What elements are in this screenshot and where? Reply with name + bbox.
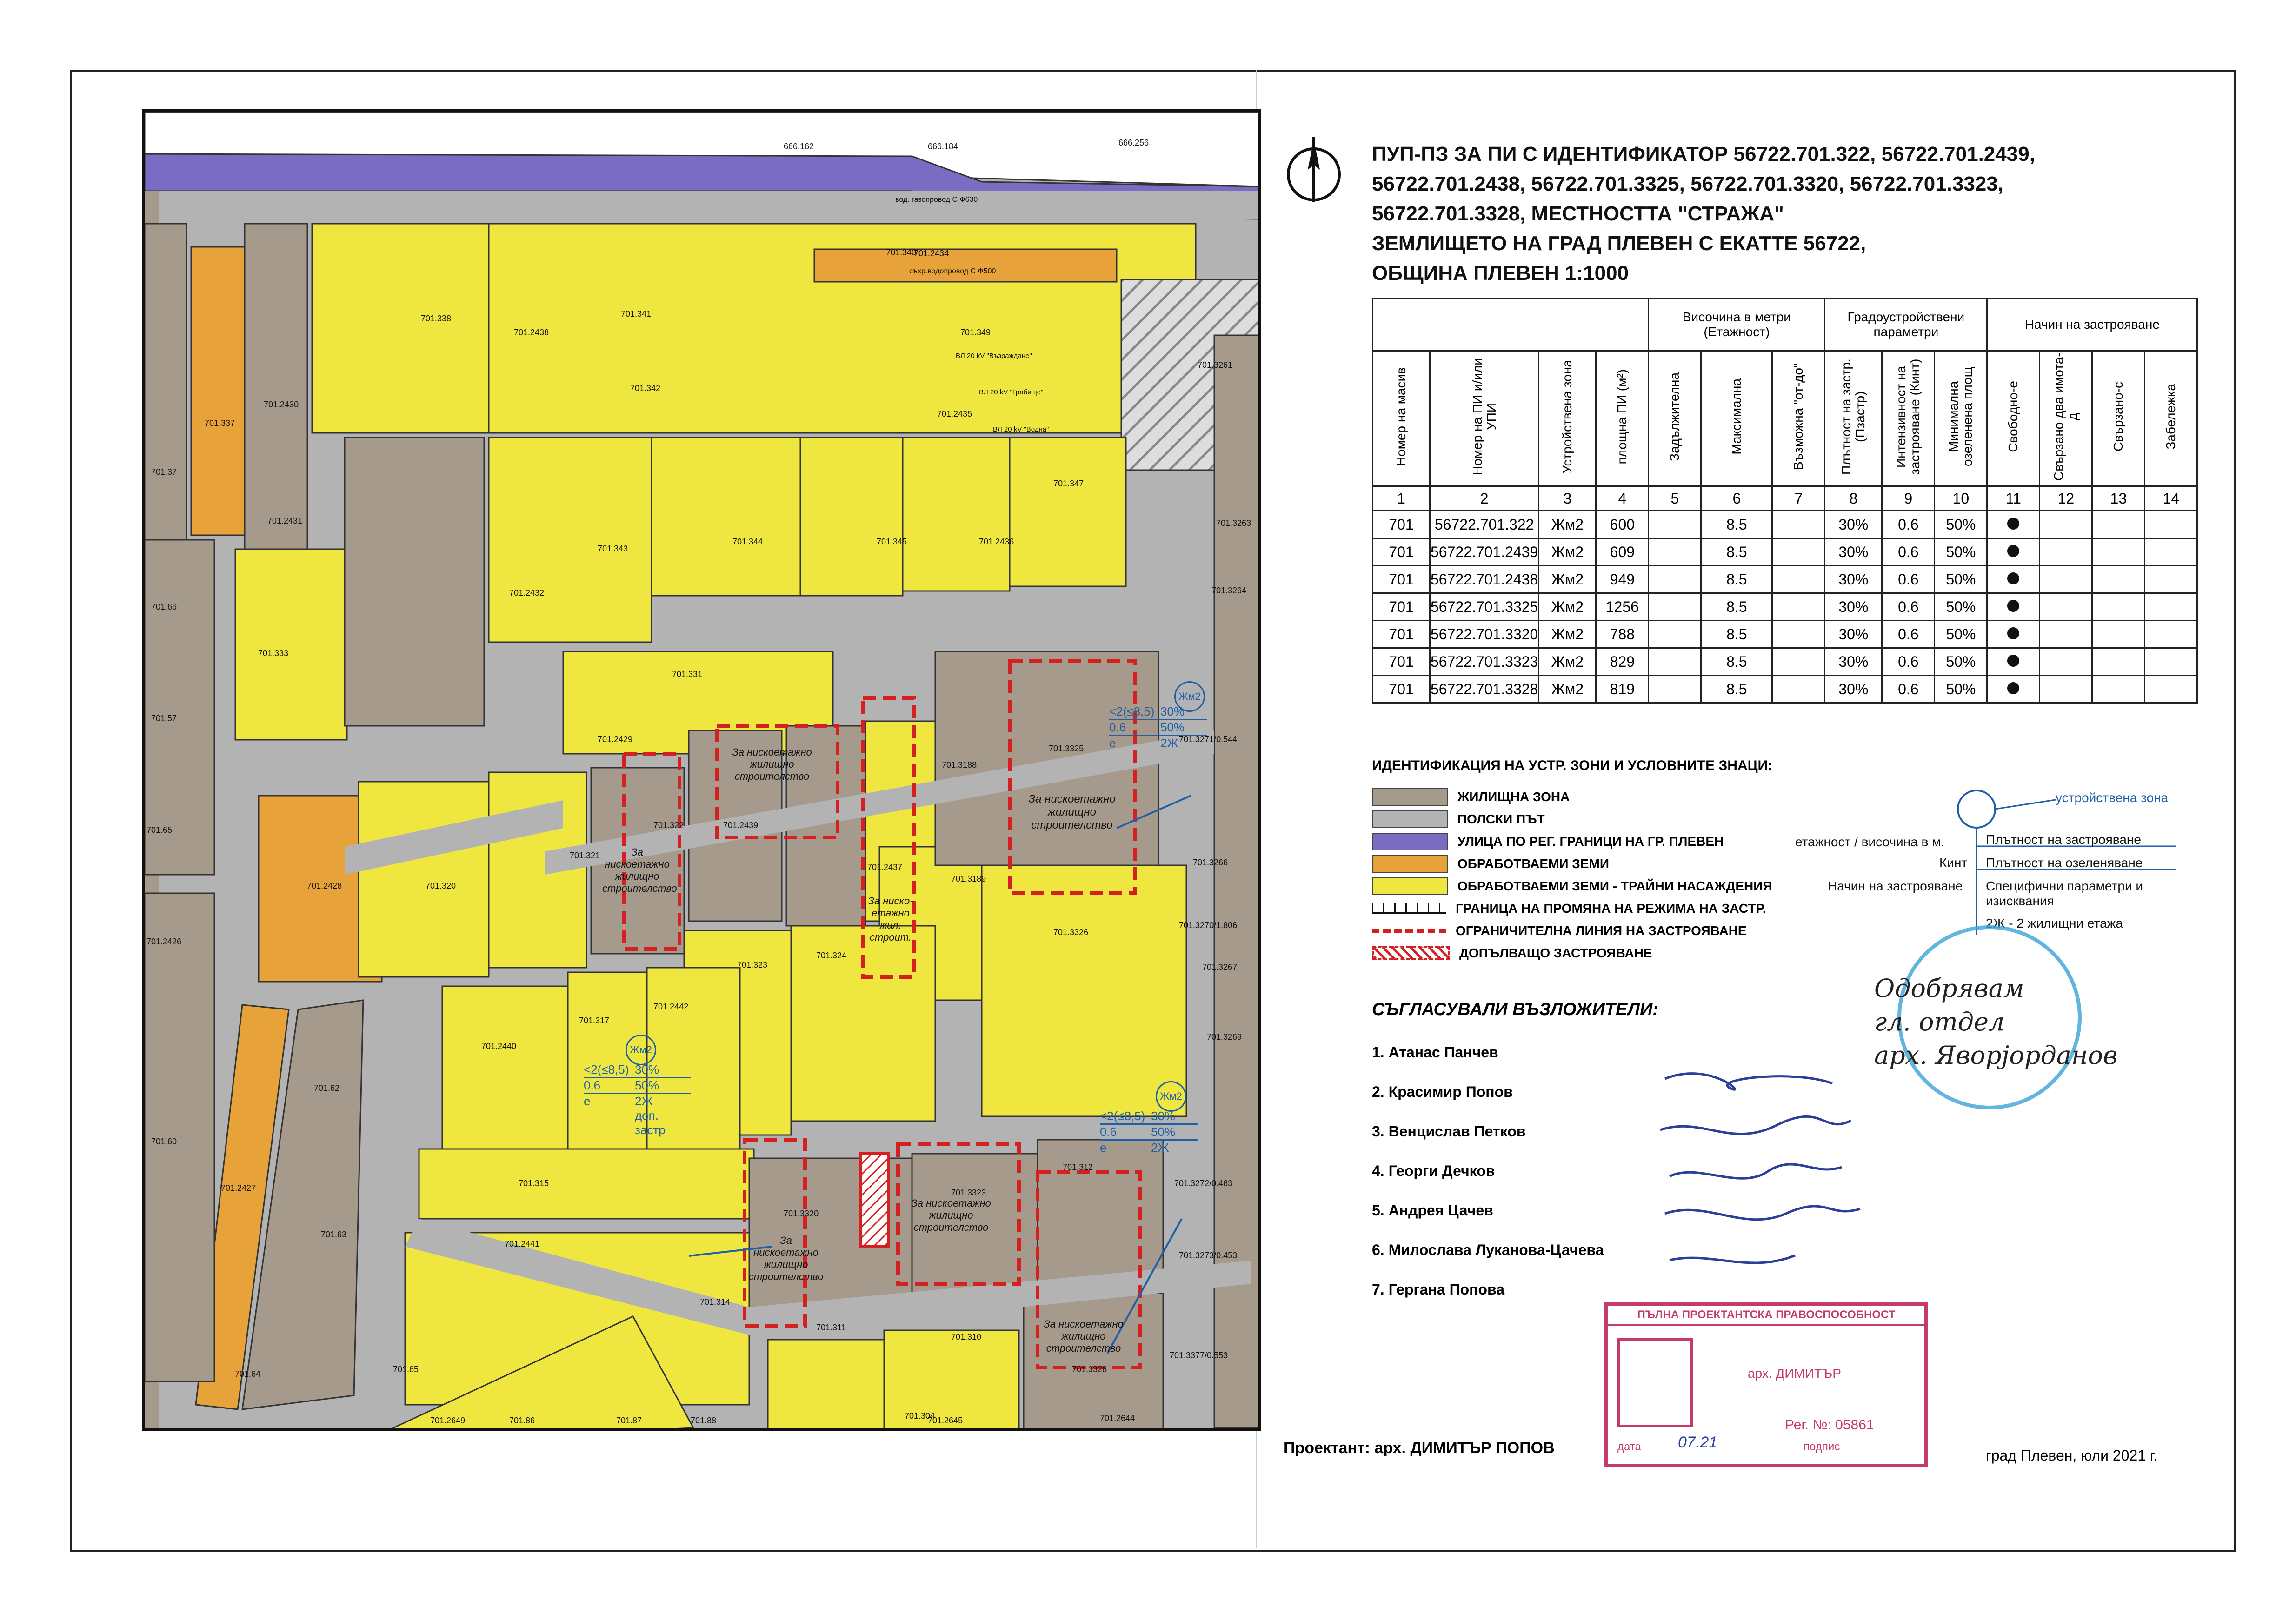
callout-green-label: Плътност на озеленяване <box>1986 856 2143 870</box>
place-date: град Плевен, юли 2021 г. <box>1986 1447 2158 1464</box>
parcel-label: 701.2430 <box>264 400 299 409</box>
green-value: 50% <box>635 1078 659 1092</box>
legend-label: ОГРАНИЧИТЕЛНА ЛИНИЯ НА ЗАСТРОЯВАНЕ <box>1456 923 1747 938</box>
stamp-sign-label: подпис <box>1804 1441 1840 1453</box>
parcel-label: 701.3377/0.553 <box>1170 1351 1228 1360</box>
parcel-label: 701.2426 <box>146 937 182 946</box>
max-height-cell: 8.5 <box>1701 566 1772 593</box>
utility-label: ВЛ 20 kV "Възраждане" <box>956 352 1032 360</box>
masiv-cell: 701 <box>1373 593 1430 621</box>
legend-swatch <box>1372 903 1446 914</box>
parcel-label: 701.347 <box>1053 479 1084 488</box>
green-cell: 50% <box>1935 538 1987 566</box>
parcel-label: 701.3271/0.544 <box>1179 735 1238 744</box>
parcel-label: 701.2428 <box>307 881 342 890</box>
legend-title: ИДЕНТИФИКАЦИЯ НА УСТР. ЗОНИ И УСЛОВНИТЕ ЗНАЦИ: <box>1372 758 1773 773</box>
parcel-label: 701.344 <box>732 537 763 546</box>
zone-cell: Жм2 <box>1539 593 1596 621</box>
green-cell: 50% <box>1935 566 1987 593</box>
parcel-label: 701.88 <box>691 1416 717 1425</box>
area-cell: 609 <box>1596 538 1649 566</box>
parcel-label: 701.322 <box>653 821 684 830</box>
parcel-label: 701.2441 <box>505 1239 540 1248</box>
parcel-label: 701.312 <box>1063 1162 1093 1172</box>
kint-value: 0.6 <box>1100 1125 1117 1139</box>
parcel-label: 701.3326 <box>1053 928 1089 937</box>
density-value: 30% <box>635 1062 659 1076</box>
callout-mode-label: Начин на застрояване <box>1828 879 1963 893</box>
col-number: 1 <box>1373 486 1430 511</box>
zone-code: Жм2 <box>1178 690 1201 702</box>
height-value: <2(≤8,5) <box>1109 704 1155 718</box>
legend-item <box>1372 853 1772 875</box>
parcel-label: 701.64 <box>235 1369 261 1379</box>
legend-item <box>1372 920 1772 942</box>
col-number: 11 <box>1987 486 2040 511</box>
zone-cell: Жм2 <box>1539 648 1596 676</box>
legend-swatch <box>1372 877 1448 895</box>
col-number: 7 <box>1772 486 1825 511</box>
green-cell: 50% <box>1935 676 1987 703</box>
col-header: Забележка <box>2145 351 2197 486</box>
parcel-label: 701.340 <box>886 248 917 257</box>
free-mode-cell <box>1987 593 2040 621</box>
parcel-label: 701.2432 <box>509 588 545 598</box>
parcel-label: 701.3273/0.453 <box>1179 1251 1238 1260</box>
bullet-icon <box>2007 600 2019 612</box>
density-cell: 30% <box>1825 648 1882 676</box>
density-cell: 30% <box>1825 676 1882 703</box>
parcel-label: 701.323 <box>737 960 768 969</box>
max-height-cell: 8.5 <box>1701 538 1772 566</box>
density-cell: 30% <box>1825 621 1882 648</box>
zone-code: Жм2 <box>630 1044 652 1056</box>
mode-value: е <box>1100 1141 1107 1155</box>
parcel-label: 701.65 <box>146 825 173 835</box>
parcel-label: 701.3272/0.463 <box>1174 1179 1233 1188</box>
legend-item <box>1372 786 1772 808</box>
table-row <box>1373 538 2197 566</box>
masiv-cell: 701 <box>1373 648 1430 676</box>
kint-cell: 0.6 <box>1882 538 1935 566</box>
green-value: 50% <box>1160 720 1185 734</box>
approver-name: 7. Гергана Попова <box>1372 1281 1505 1298</box>
parcel-label: 701.343 <box>598 544 628 553</box>
callout-height-label: етажност / височина в м. <box>1795 835 1945 849</box>
col-header: Задължителна <box>1649 351 1701 486</box>
col-number: 4 <box>1596 486 1649 511</box>
col-header: Възможна "от-до" <box>1772 351 1825 486</box>
parcel-label: 666.256 <box>1118 138 1149 147</box>
masiv-cell: 701 <box>1373 511 1430 538</box>
max-height-cell: 8.5 <box>1701 676 1772 703</box>
parcel-label: 666.162 <box>784 142 814 151</box>
area-cell: 788 <box>1596 621 1649 648</box>
map-svg <box>145 112 1258 1428</box>
callout-zone-label: устройствена зона <box>2056 790 2169 805</box>
title-line: 56722.701.2438, 56722.701.3325, 56722.701.3320, 56722.701.3323, <box>1372 173 2003 195</box>
stamp-logo-icon <box>1617 1338 1693 1427</box>
area-cell: 829 <box>1596 648 1649 676</box>
col-header: Свободно-е <box>1987 351 2040 486</box>
parcel-label: 701.3325 <box>1049 744 1084 753</box>
floors-value: 2Ж <box>1151 1141 1169 1155</box>
parcel-label: 701.2438 <box>514 328 549 337</box>
pi-cell: 56722.701.3328 <box>1430 676 1539 703</box>
max-height-cell: 8.5 <box>1701 648 1772 676</box>
callout-kint-label: Кинт <box>1939 856 1968 870</box>
approval-handwriting <box>1874 972 2117 1072</box>
height-value: <2(≤8,5) <box>1100 1109 1145 1123</box>
parcel-label: 701.349 <box>960 328 991 337</box>
legend-item <box>1372 875 1772 897</box>
col-header: Номер на ПИ и/или УПИ <box>1430 351 1539 486</box>
stamp-reg: Рег. №: 05861 <box>1785 1417 1874 1433</box>
parcel-label: 701.3189 <box>951 874 986 883</box>
green-cell: 50% <box>1935 648 1987 676</box>
col-number: 3 <box>1539 486 1596 511</box>
legend-label: ГРАНИЦА НА ПРОМЯНА НА РЕЖИМА НА ЗАСТР. <box>1456 901 1766 916</box>
area-cell: 949 <box>1596 566 1649 593</box>
height-value: <2(≤8,5) <box>584 1062 629 1076</box>
col-header: Интензивност на застрояване (Кинт) <box>1882 351 1935 486</box>
parcel-label: 701.3269 <box>1207 1032 1242 1042</box>
title-line: ПУП-ПЗ ЗА ПИ С ИДЕНТИФИКАТОР 56722.701.322, 56722.701.2439, <box>1372 143 2035 166</box>
designer-credit: Проектант: арх. ДИМИТЪР ПОПОВ <box>1284 1439 1555 1457</box>
parcel-label: 701.317 <box>579 1016 610 1025</box>
parcel-label: 701.3267 <box>1202 963 1238 972</box>
parcel-label: 701.57 <box>151 714 177 723</box>
free-mode-cell <box>1987 511 2040 538</box>
area-cell: 600 <box>1596 511 1649 538</box>
plot-label: За нискоетажно жилищно строителство <box>602 846 677 894</box>
zone-cell: Жм2 <box>1539 511 1596 538</box>
parcel-label: 666.184 <box>928 142 958 151</box>
table-row <box>1373 593 2197 621</box>
zone-cell: Жм2 <box>1539 538 1596 566</box>
approver-name: 5. Андрея Цачев <box>1372 1202 1493 1219</box>
plot-label: За нискоетажно жилищно строителство <box>732 746 812 782</box>
legend-swatch <box>1372 929 1446 933</box>
density-cell: 30% <box>1825 566 1882 593</box>
stamp-date-label: дата <box>1617 1441 1641 1453</box>
utility-label: вод. газопровод С Ф630 <box>895 196 978 204</box>
col-header: Устройствена зона <box>1539 351 1596 486</box>
approver-name: 3. Венцислав Петков <box>1372 1123 1526 1140</box>
parcel-label: 701.2442 <box>653 1002 689 1011</box>
col-header: Минимална озеленена площ <box>1935 351 1987 486</box>
legend-swatch <box>1372 833 1448 850</box>
pi-cell: 56722.701.2438 <box>1430 566 1539 593</box>
col-header: Свързано-с <box>2092 351 2145 486</box>
callout-specific-label: Специфични параметри и изисквания <box>1986 879 2143 908</box>
parcel-label: 701.2436 <box>979 537 1014 546</box>
parcel-label: 701.62 <box>314 1083 340 1093</box>
legend-swatch <box>1372 855 1448 873</box>
bullet-icon <box>2007 545 2019 557</box>
plot-label: За нискоетажно жилищно строителство <box>1044 1318 1124 1354</box>
legend-swatch <box>1372 946 1450 960</box>
parcel-label: 701.321 <box>570 851 600 860</box>
legend-label: ОБРАБОТВАЕМИ ЗЕМИ <box>1457 856 1609 871</box>
area-cell: 1256 <box>1596 593 1649 621</box>
approver-name: 6. Милослава Луканова-Цачева <box>1372 1242 1604 1258</box>
col-number: 9 <box>1882 486 1935 511</box>
parcel-label: 701.3320 <box>784 1209 819 1218</box>
table-row <box>1373 676 2197 703</box>
kint-cell: 0.6 <box>1882 621 1935 648</box>
density-cell: 30% <box>1825 593 1882 621</box>
parcel-label: 701.3323 <box>951 1188 986 1197</box>
designer-stamp <box>1604 1302 1928 1467</box>
parcel-label: 701.2431 <box>267 516 303 525</box>
table-row <box>1373 511 2197 538</box>
zone-cell: Жм2 <box>1539 621 1596 648</box>
col-number: 12 <box>2040 486 2092 511</box>
pi-cell: 56722.701.2439 <box>1430 538 1539 566</box>
parameters-table <box>1372 298 2198 704</box>
table-row <box>1373 621 2197 648</box>
plot-label: За нискоетажно жилищно строителство <box>911 1197 991 1233</box>
plot-label: За нискоетажно жилищно строителство <box>1028 793 1116 831</box>
legend-swatch <box>1372 810 1448 828</box>
free-mode-cell <box>1987 538 2040 566</box>
parcel-label: 701.3270/1.806 <box>1179 921 1238 930</box>
parcel-label: 701.87 <box>616 1416 642 1425</box>
legend-label: УЛИЦА ПО РЕГ. ГРАНИЦИ НА ГР. ПЛЕВЕН <box>1457 834 1724 849</box>
max-height-cell: 8.5 <box>1701 621 1772 648</box>
parcel-label: 701.3266 <box>1193 858 1228 867</box>
col-number: 13 <box>2092 486 2145 511</box>
green-cell: 50% <box>1935 511 1987 538</box>
parcel-label: 701.2440 <box>481 1042 517 1051</box>
group-header-height: Височина в метри (Етажност) <box>1649 299 1825 351</box>
density-cell: 30% <box>1825 511 1882 538</box>
col-number: 2 <box>1430 486 1539 511</box>
kint-cell: 0.6 <box>1882 566 1935 593</box>
kint-value: 0.6 <box>584 1078 601 1092</box>
col-number: 10 <box>1935 486 1987 511</box>
zone-code: Жм2 <box>1160 1090 1182 1102</box>
pi-cell: 56722.701.3320 <box>1430 621 1539 648</box>
parcel-label: 701.86 <box>509 1416 535 1425</box>
col-header: Номер на масив <box>1373 351 1430 486</box>
parcel-label: 701.304 <box>905 1411 935 1421</box>
masiv-cell: 701 <box>1373 621 1430 648</box>
approver-name: 2. Красимир Попов <box>1372 1083 1513 1100</box>
parcel-label: 701.315 <box>519 1179 549 1188</box>
legend-item <box>1372 808 1772 830</box>
parcel-label: 701.2645 <box>928 1416 963 1425</box>
parcel-label: 701.2437 <box>867 863 903 872</box>
stamp-date: 07.21 <box>1678 1434 1718 1451</box>
col-number: 14 <box>2145 486 2197 511</box>
parcel-label: 701.311 <box>816 1323 846 1332</box>
col-number: 8 <box>1825 486 1882 511</box>
signatures-icon <box>1656 1060 1888 1293</box>
bullet-icon <box>2007 682 2019 694</box>
plot-label: За ниско-етажно жил. строит. <box>868 895 913 943</box>
max-height-cell: 8.5 <box>1701 511 1772 538</box>
parcel-label: 701.2427 <box>221 1183 256 1193</box>
free-mode-cell <box>1987 676 2040 703</box>
north-arrow-icon <box>1284 135 1344 205</box>
legend-item <box>1372 897 1772 920</box>
col-header: Максимална <box>1701 351 1772 486</box>
green-value: 50% <box>1151 1125 1176 1139</box>
legend <box>1372 786 1772 964</box>
legend-swatch <box>1372 788 1448 806</box>
masiv-cell: 701 <box>1373 538 1430 566</box>
col-header: Свързано два имота-д <box>2040 351 2092 486</box>
pi-cell: 56722.701.322 <box>1430 511 1539 538</box>
parcel-label: 701.66 <box>151 602 177 611</box>
pi-cell: 56722.701.3325 <box>1430 593 1539 621</box>
callout-floors-label: 2Ж - 2 жилищни етажа <box>1986 916 2123 930</box>
parcel-label: 701.345 <box>877 537 907 546</box>
title-line: ЗЕМЛИЩЕТО НА ГРАД ПЛЕВЕН С ЕКАТТЕ 56722, <box>1372 232 1866 255</box>
parcel-label: 701.314 <box>700 1297 731 1307</box>
utility-label: съхр.водопровод С Ф500 <box>909 267 996 275</box>
callout-density-label: Плътност на застрояване <box>1986 832 2141 847</box>
zone-cell: Жм2 <box>1539 566 1596 593</box>
parcel-label: 701.2435 <box>937 409 972 418</box>
parcel-label: 701.3188 <box>942 760 977 770</box>
masiv-cell: 701 <box>1373 566 1430 593</box>
max-height-cell: 8.5 <box>1701 593 1772 621</box>
table-row <box>1373 648 2197 676</box>
stamp-name: арх. ДИМИТЪР <box>1748 1366 1841 1381</box>
parcel-label: 701.3328 <box>1072 1365 1107 1374</box>
parcel-label: 701.310 <box>951 1332 982 1341</box>
bullet-icon <box>2007 627 2019 639</box>
col-number: 5 <box>1649 486 1701 511</box>
parcel-label: 701.342 <box>630 384 661 393</box>
parcel-label: 701.63 <box>321 1230 347 1239</box>
kint-cell: 0.6 <box>1882 676 1935 703</box>
parcel-label: 701.341 <box>621 309 652 319</box>
free-mode-cell <box>1987 621 2040 648</box>
parcel-label: 701.337 <box>205 418 235 428</box>
free-mode-cell <box>1987 566 2040 593</box>
green-cell: 50% <box>1935 621 1987 648</box>
free-mode-cell <box>1987 648 2040 676</box>
utility-label: ВЛ 20 kV "Водна" <box>993 425 1049 433</box>
floors-value: 2Ж <box>1160 736 1178 750</box>
parcel-label: 701.37 <box>151 467 177 477</box>
approver-name: 4. Георги Дечков <box>1372 1162 1495 1179</box>
parcel-label: 701.333 <box>258 649 289 658</box>
parcel-label: 701.324 <box>816 951 847 960</box>
density-cell: 30% <box>1825 538 1882 566</box>
legend-label: ОБРАБОТВАЕМИ ЗЕМИ - ТРАЙНИ НАСАЖДЕНИЯ <box>1457 879 1772 893</box>
parcel-label: 701.2434 <box>914 249 949 258</box>
extra-value: доп. застр <box>635 1109 666 1137</box>
parcel-label: 701.60 <box>151 1137 177 1146</box>
parcel-label: 701.2644 <box>1100 1414 1135 1423</box>
handwriting-line: Одобрявам <box>1874 974 2024 1003</box>
kint-cell: 0.6 <box>1882 511 1935 538</box>
bullet-icon <box>2007 655 2019 667</box>
title-line: ОБЩИНА ПЛЕВЕН 1:1000 <box>1372 262 1629 285</box>
green-cell: 50% <box>1935 593 1987 621</box>
mode-value: е <box>1109 736 1116 750</box>
kint-cell: 0.6 <box>1882 593 1935 621</box>
title-line: 56722.701.3328, МЕСТНОСТТА "СТРАЖА" <box>1372 202 1784 225</box>
plot-label: За нискоетажно жилищно строителство <box>748 1235 824 1282</box>
group-header-mode: Начин на застрояване <box>1987 299 2197 351</box>
stamp-header: ПЪЛНА ПРОЕКТАНТСКА ПРАВОСПОСОБНОСТ <box>1608 1306 1924 1326</box>
kint-value: 0.6 <box>1109 720 1126 734</box>
parcel-label: 701.2649 <box>430 1416 466 1425</box>
parcel-label: 701.3263 <box>1216 518 1251 528</box>
parcel-label: 701.331 <box>672 670 703 679</box>
handwriting-line: арх. Яворјорданов <box>1874 1041 2118 1070</box>
parcel-label: 701.338 <box>421 314 452 323</box>
legend-label: ДОПЪЛВАЩО ЗАСТРОЯВАНЕ <box>1459 946 1652 960</box>
col-header: Плътност на застр. (Пзастр) <box>1825 351 1882 486</box>
parcel-label: 701.3261 <box>1198 360 1233 370</box>
legend-label: ЖИЛИЩНА ЗОНА <box>1457 790 1570 804</box>
density-value: 30% <box>1160 704 1185 718</box>
parcel-label: 701.320 <box>426 881 456 890</box>
approver-name: 1. Атанас Панчев <box>1372 1044 1498 1061</box>
parcel-label: 701.2429 <box>598 735 633 744</box>
plan-title <box>1372 139 2163 288</box>
zone-cell: Жм2 <box>1539 676 1596 703</box>
pi-cell: 56722.701.3323 <box>1430 648 1539 676</box>
col-number: 6 <box>1701 486 1772 511</box>
kint-cell: 0.6 <box>1882 648 1935 676</box>
approvers-heading: СЪГЛАСУВАЛИ ВЪЗЛОЖИТЕЛИ: <box>1372 1000 1658 1019</box>
density-value: 30% <box>1151 1109 1176 1123</box>
parcel-label: 701.3264 <box>1211 586 1247 595</box>
masiv-cell: 701 <box>1373 676 1430 703</box>
legend-item <box>1372 830 1772 853</box>
col-header: площна ПИ (м²) <box>1596 351 1649 486</box>
legend-item <box>1372 942 1772 964</box>
group-header-params: Градоустройствени параметри <box>1825 299 1987 351</box>
cadastral-map[interactable] <box>142 109 1261 1431</box>
legend-label: ПОЛСКИ ПЪТ <box>1457 812 1545 826</box>
utility-label: ВЛ 20 kV "Грабище" <box>979 388 1044 396</box>
parcel-label: 701.2439 <box>723 821 759 830</box>
mode-value: е <box>584 1094 591 1108</box>
table-row <box>1373 566 2197 593</box>
parcel-label: 701.85 <box>393 1365 419 1374</box>
area-cell: 819 <box>1596 676 1649 703</box>
bullet-icon <box>2007 572 2019 584</box>
floors-value: 2Ж <box>635 1094 653 1108</box>
handwriting-line: гл. отдел <box>1874 1007 2005 1036</box>
bullet-icon <box>2007 518 2019 530</box>
